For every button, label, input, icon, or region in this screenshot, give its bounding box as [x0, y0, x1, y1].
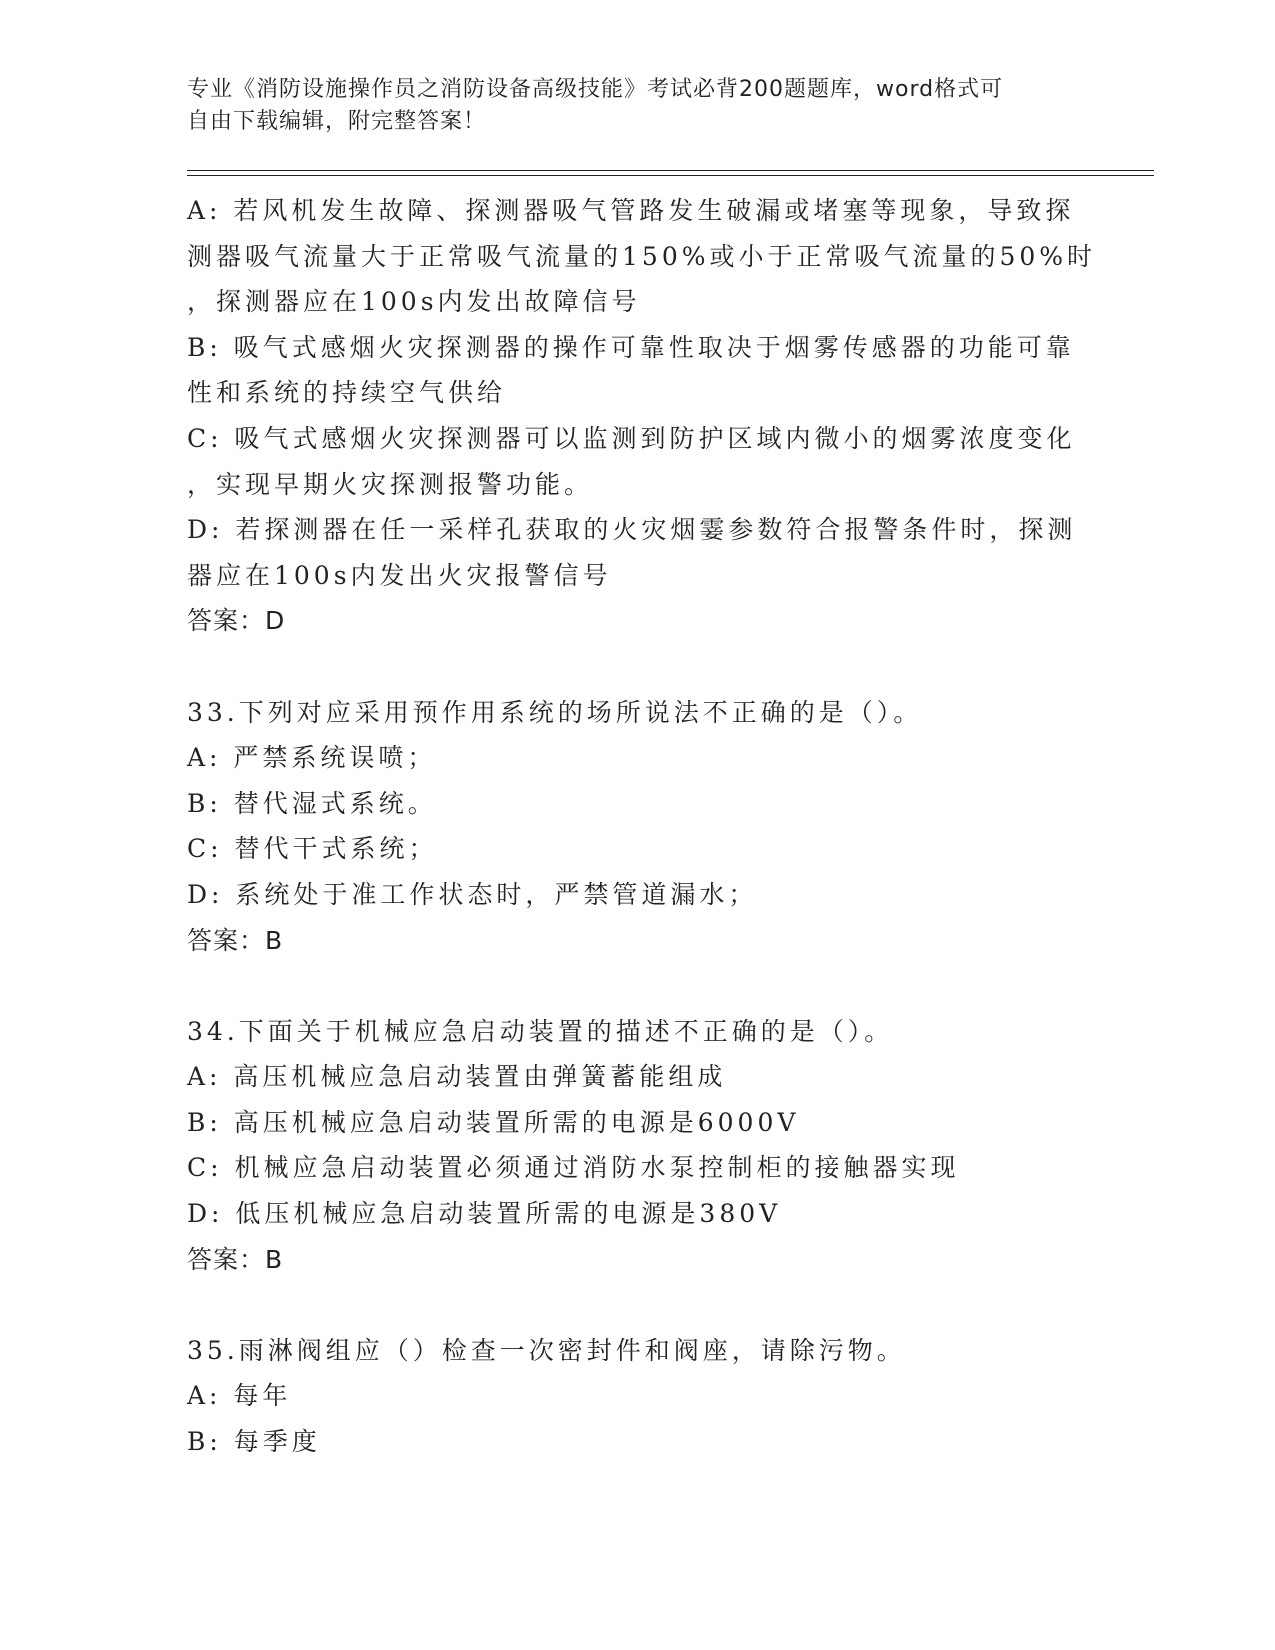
option-text-line: 测器吸气流量大于正常吸气流量的150%或小于正常吸气流量的50%时	[187, 241, 1097, 271]
header-line-2: 自由下载编辑，附完整答案！	[187, 109, 487, 134]
option-d: D: 低压机械应急启动装置所需的电源是380V	[187, 1199, 782, 1229]
option-a: A: 每年	[187, 1381, 292, 1411]
question-content	[187, 188, 1097, 1465]
option-d: D: 系统处于准工作状态时，严禁管道漏水；	[187, 879, 758, 909]
option-b: B: 替代湿式系统。	[187, 788, 437, 818]
prev-option-c	[187, 416, 1087, 507]
question-stem: 35.雨淋阀组应（）检查一次密封件和阀座，请除污物。	[187, 1335, 906, 1365]
answer: 答案：B	[187, 925, 284, 955]
spacer	[187, 1282, 1087, 1328]
option-text-line: 性和系统的持续空气供给	[187, 378, 507, 408]
option-b: B: 每季度	[187, 1427, 321, 1457]
answer: 答案：B	[187, 1244, 284, 1274]
option-c: C: 机械应急启动装置必须通过消防水泵控制柜的接触器实现	[187, 1153, 960, 1183]
prev-option-b	[187, 325, 1087, 416]
question-stem: 34.下面关于机械应急启动装置的描述不正确的是（）。	[187, 1016, 894, 1046]
option-text-line: B: 吸气式感烟火灾探测器的操作可靠性取决于烟雾传感器的功能可靠	[187, 332, 1075, 362]
option-text-line: ，实现早期火灾探测报警功能。	[187, 469, 594, 499]
option-text-line: 器应在100s内发出火灾报警信号	[187, 560, 612, 590]
option-c: C: 替代干式系统；	[187, 834, 438, 864]
question-33	[187, 690, 1087, 964]
option-text-line: ，探测器应在100s内发出故障信号	[187, 287, 641, 317]
question-35	[187, 1328, 1087, 1465]
question-34	[187, 1009, 1087, 1283]
question-stem: 33.下列对应采用预作用系统的场所说法不正确的是（）。	[187, 697, 923, 727]
prev-answer: 答案：D	[187, 606, 286, 636]
header-line-1: 专业《消防设施操作员之消防设备高级技能》考试必背200题题库，word格式可	[187, 77, 1004, 102]
prev-option-a	[187, 188, 1097, 325]
spacer	[187, 963, 1087, 1009]
spacer	[187, 644, 1087, 690]
option-text-line: C: 吸气式感烟火灾探测器可以监测到防护区域内微小的烟雾浓度变化	[187, 423, 1076, 453]
option-a: A: 严禁系统误喷；	[187, 743, 437, 773]
option-a: A: 高压机械应急启动装置由弹簧蓄能组成	[187, 1062, 727, 1092]
prev-option-d	[187, 507, 1087, 598]
header-divider-bottom	[187, 175, 1154, 176]
page-header	[187, 74, 1067, 138]
option-text-line: A: 若风机发生故障、探测器吸气管路发生破漏或堵塞等现象，导致探	[187, 196, 1075, 225]
header-divider-top	[187, 170, 1154, 171]
option-text-line: D: 若探测器在任一采样孔获取的火灾烟霎参数符合报警条件时，探测	[187, 515, 1077, 545]
option-b: B: 高压机械应急启动装置所需的电源是6000V	[187, 1107, 800, 1137]
